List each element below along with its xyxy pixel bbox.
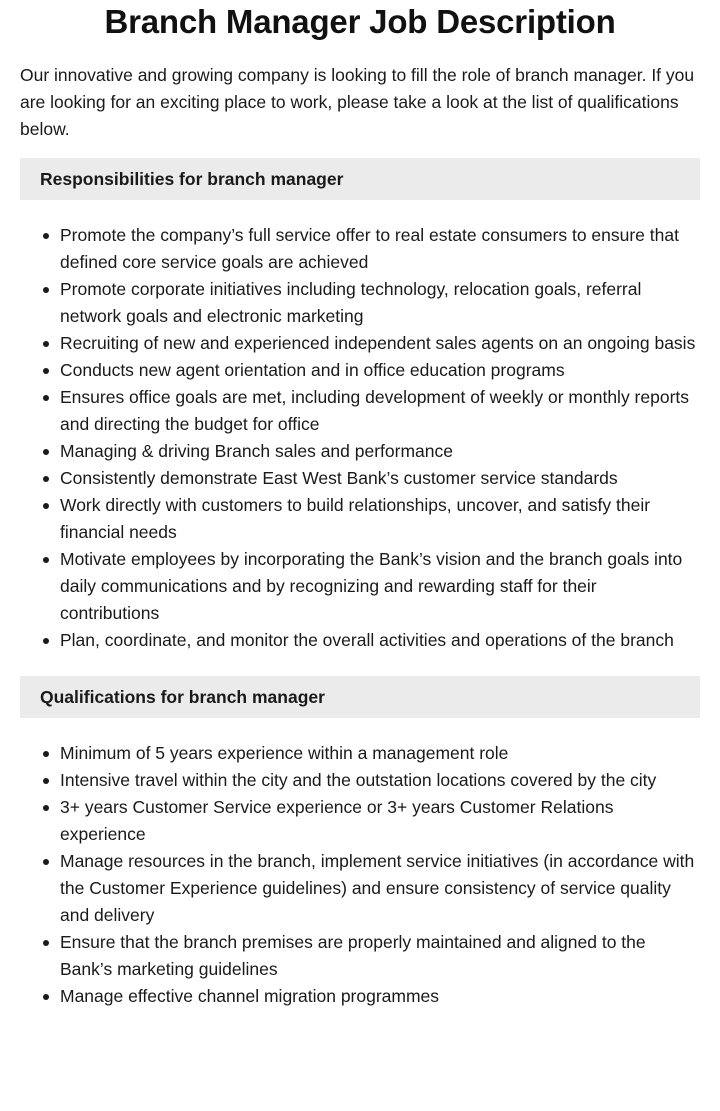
bullet-icon bbox=[43, 233, 49, 239]
list-item bbox=[20, 222, 700, 276]
bullet-icon bbox=[43, 341, 49, 347]
responsibilities-heading: Responsibilities for branch manager bbox=[20, 158, 700, 200]
bullet-icon bbox=[43, 638, 49, 644]
list-item-text: Recruiting of new and experienced independent sales agents on an ongoing basis bbox=[60, 333, 696, 353]
bullet-icon bbox=[43, 449, 49, 455]
list-item-text: Manage effective channel migration programmes bbox=[60, 986, 440, 1006]
list-item bbox=[20, 357, 700, 384]
list-item bbox=[20, 492, 700, 546]
list-item-text: Motivate employees by incorporating the Bank’s vision and the branch goals into daily communications and by recognizing and rewarding staff for their contributions bbox=[60, 549, 683, 623]
bullet-icon bbox=[43, 805, 49, 811]
list-item bbox=[20, 740, 700, 767]
bullet-icon bbox=[43, 940, 49, 946]
list-item-text: 3+ years Customer Service experience or 3+ years Customer Relations experience bbox=[60, 797, 614, 844]
list-item bbox=[20, 438, 700, 465]
list-item bbox=[20, 929, 700, 983]
qualifications-heading: Qualifications for branch manager bbox=[20, 676, 700, 718]
list-item-text: Minimum of 5 years experience within a management role bbox=[60, 743, 509, 763]
responsibilities-list bbox=[20, 222, 700, 654]
list-item-text: Plan, coordinate, and monitor the overall activities and operations of the branch bbox=[60, 630, 674, 650]
list-item bbox=[20, 330, 700, 357]
list-item bbox=[20, 848, 700, 929]
bullet-icon bbox=[43, 368, 49, 374]
list-item bbox=[20, 627, 700, 654]
list-item bbox=[20, 983, 700, 1010]
list-item-text: Promote corporate initiatives including technology, relocation goals, referral network goals and electronic marketing bbox=[60, 279, 642, 326]
bullet-icon bbox=[43, 557, 49, 563]
bullet-icon bbox=[43, 778, 49, 784]
bullet-icon bbox=[43, 395, 49, 401]
list-item-text: Ensure that the branch premises are properly maintained and aligned to the Bank’s marketing guidelines bbox=[60, 932, 646, 979]
bullet-icon bbox=[43, 503, 49, 509]
bullet-icon bbox=[43, 859, 49, 865]
list-item bbox=[20, 384, 700, 438]
bullet-icon bbox=[43, 751, 49, 757]
intro-paragraph: Our innovative and growing company is looking to fill the role of branch manager. If you are looking for an exciting place to work, please take a look at the list of qualifications below. bbox=[20, 65, 695, 139]
list-item-text: Ensures office goals are met, including development of weekly or monthly reports and directing the budget for office bbox=[60, 387, 690, 434]
list-item bbox=[20, 767, 700, 794]
list-item bbox=[20, 794, 700, 848]
list-item-text: Intensive travel within the city and the outstation locations covered by the city bbox=[60, 770, 657, 790]
list-item-text: Manage resources in the branch, implement service initiatives (in accordance with the Customer Experience guidelines) and ensure consistency of service quality and delivery bbox=[60, 851, 695, 925]
list-item bbox=[20, 276, 700, 330]
list-item bbox=[20, 465, 700, 492]
list-item-text: Promote the company’s full service offer to real estate consumers to ensure that defined core service goals are achieved bbox=[60, 225, 679, 272]
bullet-icon bbox=[43, 476, 49, 482]
list-item-text: Consistently demonstrate East West Bank’s customer service standards bbox=[60, 468, 618, 488]
list-item-text: Conducts new agent orientation and in office education programs bbox=[60, 360, 565, 380]
page-title: Branch Manager Job Description bbox=[104, 3, 616, 40]
list-item bbox=[20, 546, 700, 627]
bullet-icon bbox=[43, 994, 49, 1000]
list-item-text: Work directly with customers to build relationships, uncover, and satisfy their financial needs bbox=[60, 495, 651, 542]
qualifications-list bbox=[20, 740, 700, 1010]
bullet-icon bbox=[43, 287, 49, 293]
list-item-text: Managing & driving Branch sales and performance bbox=[60, 441, 453, 461]
